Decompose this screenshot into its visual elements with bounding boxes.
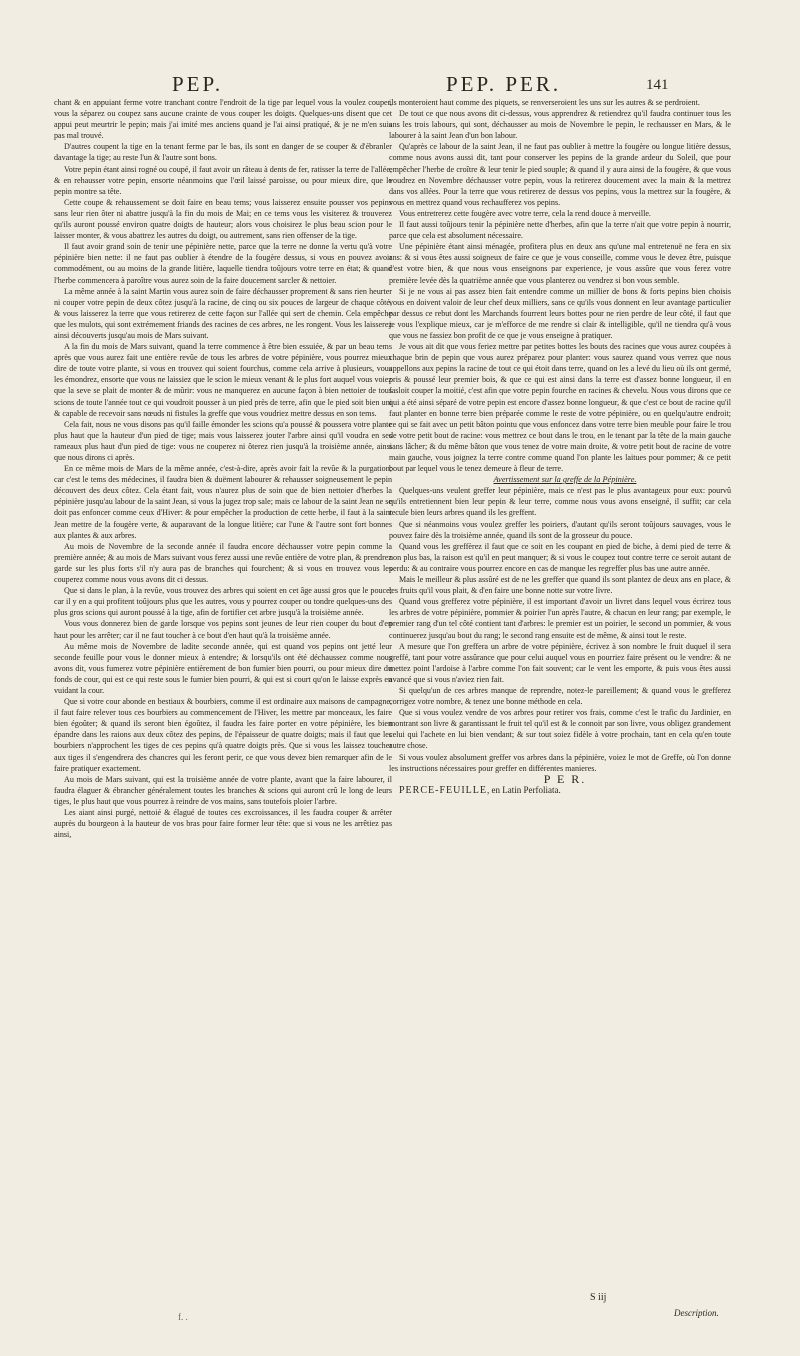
- paragraph: Que si néanmoins vous voulez greffer les poiriers, d'autant qu'ils seront toûjours sauvages, vous le pouvez faire dès la troisième année, quand ils sont de la grosseur du pouce.: [389, 519, 731, 540]
- entry-title: [389, 785, 731, 796]
- paragraph: Au même mois de Novembre de ladite seconde année, qui est quand vos pepins ont jetté leur seconde feuille pour vous le donner mieux à entendre; & lorsqu'ils ont été déchaussez comme nous avons dit, vous fumerez votre pépinière entièrement de bon fumier bien pourri, ou pour mieux dire du fonds de cour, qui est ce qui reste sous le fumier bien pourri, & qui est si court qu'on le laisse exprès en vuidant la cour.: [54, 641, 392, 695]
- paragraph: Je vous ait dit que vous feriez mettre par petites bottes les bouts des racines que vous aurez coupées à chaque brin de pepin que vous aurez préparez pour planter: vous saurez quand vous verrez que nous appellons aux pepins la racine de tout ce qui étoit dans terre, quand on les a levé du lieu où ils ont germé, pris & poussé leur premier bois, & que ce qui est ainsi dans la terre est d'assez bonne longueur, il en fasloit couper la moitié, c'est afin que votre pepin fourche en racines & chevelu. Nous vous dirons que ce qui a été ainsi séparé de votre pepin est encore d'assez bonne longueur, & que c'est ce bout de racine qu'il faut planter en bonne terre bien préparée comme le reste de votre pépinière, ou en quelqu'autre endroit; ce qui se fait avec un petit bâton pointu que vous enfoncez dans votre terre bien meuble pour faire le trou de votre petit bout de racine: vous mettrez ce bout dans le trou, en le tenant par la tête de la main gauche sans lâcher; & du même bâton que vous tenez de votre main droite, & votre petit bout de racine de votre main gauche, vous joignez la terre contre comme quand l'on plante les laitues pour pommer; & ce petit bout par lequel vous le tenez demeure à fleur de terre.: [389, 342, 731, 474]
- right-column: [389, 97, 731, 796]
- paragraph: A mesure que l'on greffera un arbre de votre pépinière, écrivez à son nombre le fruit duquel il sera greffé, tant pour votre assûrance que pour celui auquel vous en pourriez faire présent ou le vendre: & ne mettez point l'ardoise à l'arbre comme l'on fait souvent; car le vent les emporte, & puis vous êtes aussi avancé que si vous n'aviez rien fait.: [389, 641, 731, 684]
- paragraph: Au mois de Novembre de la seconde année il faudra encore déchausser votre pepin comme la première année; & au mois de Mars suivant vous ferez aussi une revûe entière de votre plan, & prendrez garde sur les plus forts s'il n'y aura pas de branches qui fourchent; & si vous en trouvez vous les couperez comme nous vous avons dit ci dessus.: [54, 541, 392, 585]
- paragraph: Cette coupe & rehaussement se doit faire en beau tems; vous laisserez ensuite pousser vos pepins sans leur rien ôter ni abattre jusqu'à la fin du mois de Mai; en ce tems vous les visiterez & trouverez qu'ils auront poussé environ quatre doigts de hauteur; alors vous choisirez le plus beau scion pour le laisser monter, & vous abattrez les autres du doigt, ou autrement, sans rien offenser de la tige.: [54, 197, 392, 241]
- paragraph: Votre pepin étant ainsi rogné ou coupé, il faut avoir un râteau à dents de fer, ratisser la terre de l'allée, & en rehausser votre pepin, ensorte néanmoins que l'œil laissé paroisse, ou pour mieux dire, que le pepin montre sa tête.: [54, 164, 392, 196]
- header-left: PEP.: [172, 72, 224, 96]
- paragraph: Que si dans le plan, à la revûe, vous trouvez des arbres qui soient en cet âge aussi gros que le pouce; car il y en a qui profitent toûjours plus que les autres, vous y pourrez couper ou tondre quelques-uns des plus gros scions qui auront poussé à la tige, afin de fortifier cet arbre jusqu'à la troisième année.: [54, 586, 392, 618]
- paragraph: Il faut avoir grand soin de tenir une pépinière nette, parce que la terre ne donne la vertu qu'à votre pépinière bien nette: il ne faut pas oublier à étendre de la fougère dessus, si vous en pouvez avoir commodément, ou au moins de la grande litière, laquelle tiendra toûjours votre terre en état; & quand l'herbe commencera à paroître vous aurez soin de la faire doucement sarcler & nettoier.: [54, 242, 392, 285]
- paragraph: D'autres coupent la tige en la tenant ferme par le bas, ils sont en danger de se couper & d'ébranler davantage la tige; au reste l'un & l'autre sont bons.: [54, 142, 392, 163]
- paragraph: De tout ce que nous avons dit ci-dessus, vous apprendrez & retiendrez qu'il faudra continuer tous les ans les trois labours, qui sont, déchausser au mois de Novembre le pepin, le rechausser en Mars, & le labourer à la saint Jean d'un bon labour.: [389, 109, 731, 141]
- paragraph: Une pépinière étant ainsi ménagée, profitera plus en deux ans qu'une mal entretenuë ne fera en six ans: & si vous êtes aussi soigneux de faire ce que je vous conseille, comme vous le devez être, puisque c'est votre bien, & que nous vous enseignons par experience, je vous assûre que vous ferez votre première levée dès la quatrième année que vous planterez ou vendrez si bon vous semble.: [389, 242, 731, 285]
- catchword: Description.: [674, 1308, 719, 1318]
- paragraph: ils monteroient haut comme des piquets, se renverseroient les uns sur les autres & se perdroient.: [389, 98, 700, 107]
- paragraph: Quand vous grefferez votre pépinière, il est important d'avoir un livret dans lequel vous écrirez tous les arbres de votre pépinière, pommier & poirier l'un après l'autre, & chacun en leur rang; par exemple, le premier rang d'un tel côté contient tant d'arbres: le premier est un poirier, le second un pommier, & vous continuerez jusqu'au bout du rang; le second rang ensuite est de même, & ainsi tout le reste.: [389, 597, 731, 640]
- page-number: 141: [646, 77, 669, 93]
- section-mark: P E R.: [543, 771, 587, 786]
- paragraph: Mais le meilleur & plus assûré est de ne les greffer que quand ils sont plantez de deux ans en place, & les fruits qu'il vous plait, & d'en faire une bonne notte sur votre livre.: [389, 575, 731, 596]
- paragraph: Les aiant ainsi purgé, nettoié & élagué de toutes ces excroissances, il les faudra couper & arrêter auprès du bourgeon à la hauteur de vos bras pour faire former leur tête: que si vous ne les arrêtiez pas ainsi,: [54, 808, 392, 840]
- left-column: [54, 97, 392, 840]
- paragraph: Cela fait, nous ne vous disons pas qu'il faille émonder les scions qu'a poussé & poussera votre plante plus haut que la hauteur d'un pied de tige; mais vous laisserez jouter l'arbre ainsi qu'il voudra en ses rameaux plus haut d'un pied de tige: vous ne couperez ni ôterez rien jusqu'à la troisième année, ainsi que nous dirons ci après.: [54, 419, 392, 462]
- paragraph: chant & en appuiant ferme votre tranchant contre l'endroit de la tige par lequel vous la voulez couper, vous la séparez ou coupez sans aucune crainte de vous couper les doigts. Quelques-uns disent que cet appui peut meurtrir le pepin; mais j'ai imité mes anciens quand je l'ai ainsi pratiqué, & je ne m'en suis pas mal trouvé.: [54, 98, 392, 141]
- right-column-bottom: [389, 485, 731, 773]
- signature-mark: S iij: [590, 1292, 607, 1303]
- paragraph: Vous vous donnerez bien de garde lorsque vos pepins sont jeunes de leur rien couper du bout d'en haut pour les arrêter; car il ne faut toucher à ce bout d'en haut qu'à la troisième année.: [54, 619, 392, 640]
- paragraph: Si quelqu'un de ces arbres manque de reprendre, notez-le pareillement; & quand vous le grefferez corrigez votre nombre, & tenez une bonne méthode en cela.: [389, 685, 731, 707]
- paragraph: Que si vous voulez vendre de vos arbres pour retirer vos frais, comme c'est le trafic du Jardinier, en montrant son livre & garantissant le fruit tel qu'il est & le connoit par son livre, vous obligez grandement celui qui l'achete en lui bien vendant; & sur tout soiez fidèle à votre prochain, tant en cela qu'en toute autre chose.: [389, 708, 731, 751]
- paragraph: Il faut aussi toûjours tenir la pépinière nette d'herbes, afin que la terre n'ait que votre pepin à nourrir, parce que cela est absolument nécessaire.: [389, 220, 731, 241]
- paragraph: La même année à la saint Martin vous aurez soin de faire déchausser proprement & sans rien heurter ni couper votre pepin de deux côtez jusqu'à la racine, de cinq ou six pouces de largeur de chaque côté, & vous laisserez la terre que vous retirerez de cette façon sur l'allée qui sert de chemin. Cela empêche que les mulots, qui sont extrémement friands des racines de ces arbres, ne les rongent. Vous les laisserez ainsi découverts jusqu'au mois de Mars suivant.: [54, 286, 392, 340]
- paragraph: Si je ne vous ai pas assez bien fait entendre comme un millier de bons & forts pepins bien choisis vous en doivent valoir de leur chef deux milliers, sans ce qu'ils vous donnent en leur avantage particulier par dessus ce rebut dont les Marchands fourrent leurs bottes pour ne rien perdre de leur côté, il faut que je vous l'explique mieux, car je m'efforce de me rendre si clair & intelligible, qu'il ne tiendra qu'à vous que vous ne fassiez bon profit de ce que je vous enseigne à pratiquer.: [389, 286, 731, 340]
- paragraph: Quand vous les greffèrez il faut que ce soit en les coupant en pied de biche, à demi pied de terre & non plus bas, la raison est qu'il en peut manquer; & si vous le coupez tout contre terre ce seroit autant de perdu: & au contraire vous pourrez encore en cas de manque les regreffer plus bas une autre année.: [389, 541, 731, 573]
- paragraph: Vous entretrerez cette fougère avec votre terre, cela la rend douce à merveille.: [399, 208, 651, 218]
- paragraph: Que si votre cour abonde en bestiaux & bourbiers, comme il est ordinaire aux maisons de campagne, il faut faire relever tous ces bourbiers au commencement de l'Hiver, les mettre par monceaux, les faire bien égoûter; & quand ils seront bien égoûtez, il faudra les faire porter en votre pépinière, les bien épandre dans les raions aux deux côtez des pepins, de l'épaisseur de quatre doigts; mais il faut que les bourbiers n'approchent les tiges de ces pepins qu'à quatre doigts près. Que si vous les laissez toucher aux tiges il s'engendrera des chancres qui les feront perir, ce que vous devez bien remarquer afin de le faire pratiquer exactement.: [54, 697, 392, 773]
- entry-headword: PERCE-FEUILLE: [399, 784, 487, 796]
- paragraph: En ce même mois de Mars de la même année, c'est-à-dire, après avoir fait la revûe & la purgation; car c'est le tems des médecines, il faudra bien & duëment labourer & rehausser soigneusement le pepin découvert des deux côtez. Cela étant fait, vous n'aurez plus de soin que de bien nettoier d'herbes la pépinière jusqu'au labour de la saint Jean, si vous la jugez trop sale; mais ce labour de la saint Jean ne se doit pas enfoncer comme ceux d'Hiver: & pour empêcher la production de cette herbe, il faut à la saint Jean mettre de la fougère verte, & auparavant de la longue litière; car l'une & l'autre sont fort bonnes aux plantes & aux arbres.: [54, 464, 392, 540]
- section-subtitle-text: Avertissement sur la greffe de la Pépinière.: [493, 475, 637, 485]
- paragraph: Qu'après ce labour de la saint Jean, il ne faut pas oublier à mettre la fougère ou longue litière dessus, comme nous avons aussi dit, tant pour conserver les pepins de la grande ardeur du Soleil, que pour empêcher l'herbe de croître & leur tenir le pied souple; & quand il y aura ainsi de la fougère, & que vous voudrez en Novembre déchausser votre pepin, vous la retirerez doucement avec la main & la mettrez dans vos allées. Pour la terre que vous retirerez de dessus vos pepins, vous la mettrez sur la fougère, & vous en mettrez quand vous rechaufferez vos pepins.: [389, 142, 731, 207]
- right-column-top: [389, 97, 731, 474]
- entry-latin: , en Latin Perfoliata.: [487, 784, 561, 795]
- paragraph: Si vous voulez absolument greffer vos arbres dans la pépinière, voiez le mot de Greffe, où l'on donne les instructions nécessaires pour greffer en différentes manieres.: [389, 752, 731, 773]
- section-subtitle: [389, 474, 731, 485]
- paragraph: Au mois de Mars suivant, qui est la troisième année de votre plante, avant que la faire labourer, il faudra élaguer & ébrancher généralement toutes les branches & scions qui auront crû le long de leurs tiges, le plus haut que vous pourrez à reindre de vos mains, sans toutefois ploier l'arbre.: [54, 774, 392, 806]
- paragraph: A la fin du mois de Mars suivant, quand la terre commence à être bien essuiée, & par un beau tems après que vous aurez fait une entière revûe de tous les arbres de votre pépinière, vous pourrez mieux dire de toute votre plante, si vous en trouvez qui soient fourchus, comme cela arrive à plusieurs, vous les émondrez, ensorte que vous ne laissiez que le scion le mieux venant & le plus fort auquel vous voiez que la seve se plait de monter & de mûrir: vous ne manquerez en aucune façon à bien nettoier de tous scions de toute l'année tout ce qui voudroit pousser à un pied près de terre, afin que le pied soit bien uni & capable de recevoir sans nœuds ni fistules la greffe que vous voudriez mettre dessus en son tems.: [54, 342, 392, 418]
- footer-mark: f. .: [178, 1312, 188, 1322]
- header-right: PEP. PER.: [446, 72, 562, 96]
- paragraph: Quelques-uns veulent greffer leur pépinière, mais ce n'est pas le plus avantageux pour eux: pourvû qu'ils entretiennent bien leur pepin & leur terre, comme nous vous avons enseigné, il suffit; car cela recule bien leurs arbres quand ils les greffent.: [389, 486, 731, 518]
